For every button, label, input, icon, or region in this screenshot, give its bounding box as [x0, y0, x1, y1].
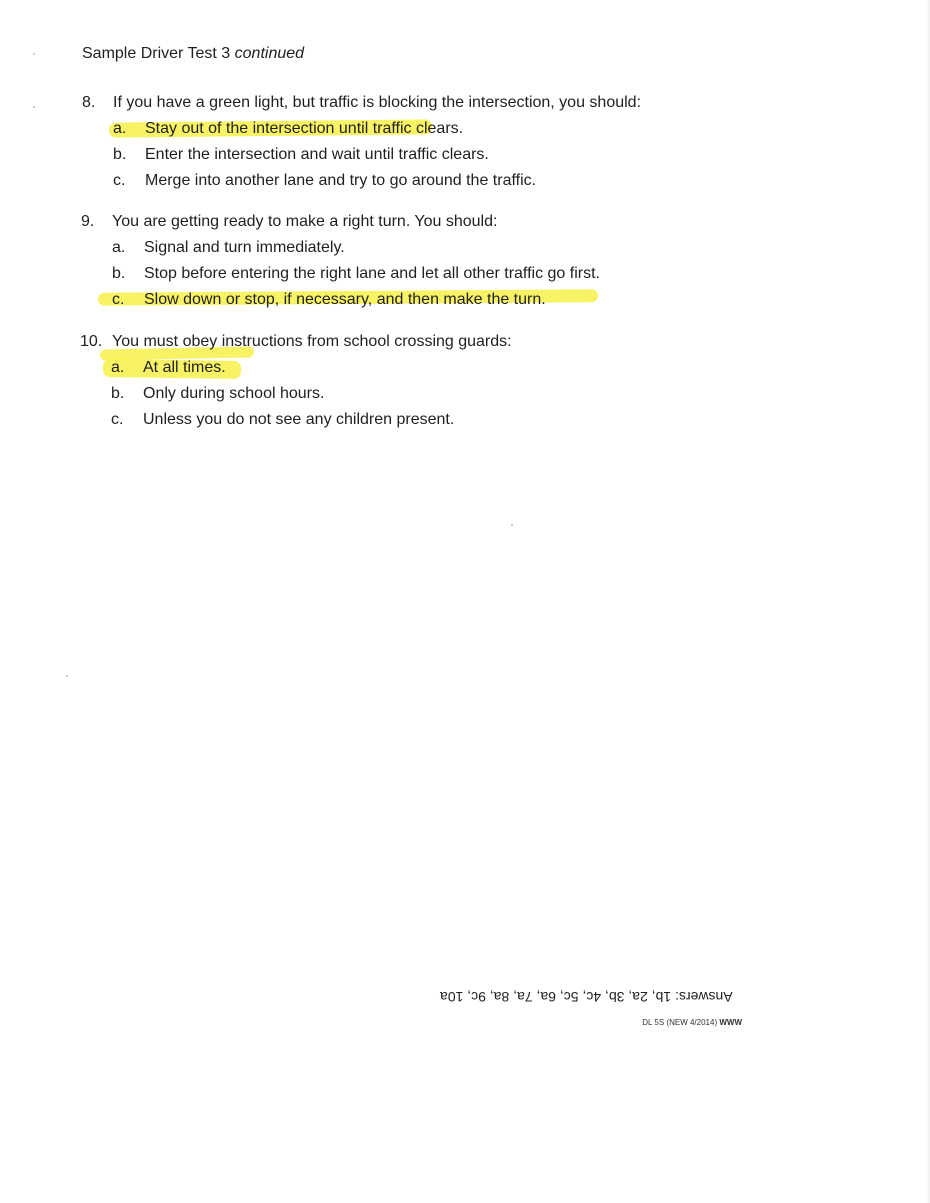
option-text: At all times.: [143, 359, 226, 376]
question-text: You are getting ready to make a right turn. You should:: [112, 213, 498, 230]
form-code-suffix: WWW: [719, 1018, 742, 1027]
option-letter: c.: [111, 411, 124, 428]
option-text: Signal and turn immediately.: [144, 239, 345, 256]
answer-option-b: [0, 143, 930, 167]
option-letter: b.: [112, 265, 126, 282]
option-letter: c.: [112, 291, 125, 308]
option-text: Only during school hours.: [143, 385, 325, 402]
option-letter: a.: [113, 120, 127, 137]
form-code-number: DL 5S (NEW 4/2014): [642, 1018, 718, 1027]
answer-option-a: [0, 236, 930, 260]
option-text: Stay out of the intersection until traffic clears.: [145, 120, 464, 137]
option-text: Enter the intersection and wait until traffic clears.: [145, 146, 489, 163]
option-text: Slow down or stop, if necessary, and then make the turn.: [144, 291, 546, 308]
answer-option-b: [0, 262, 930, 286]
option-letter: a.: [112, 239, 126, 256]
option-letter: b.: [113, 146, 127, 163]
form-code: [560, 1016, 742, 1030]
question-stem: [0, 91, 930, 115]
answer-option-a: [0, 117, 930, 141]
option-letter: b.: [111, 385, 125, 402]
header-continued: continued: [234, 45, 305, 62]
option-text: Unless you do not see any children present.: [143, 411, 455, 428]
question-number: 8.: [82, 94, 96, 111]
answer-option-a: [0, 356, 930, 380]
option-text: Merge into another lane and try to go around the traffic.: [145, 172, 537, 189]
scan-speck: [33, 53, 35, 55]
question-number: 9.: [81, 213, 95, 230]
question-number: 10.: [80, 333, 103, 350]
option-text: Stop before entering the right lane and let all other traffic go first.: [144, 265, 600, 282]
answer-option-c: [0, 288, 930, 312]
answer-option-c: [0, 408, 930, 432]
page-header: [82, 43, 304, 65]
answer-option-b: [0, 382, 930, 406]
answer-option-c: [0, 169, 930, 193]
scan-speck: [511, 524, 513, 526]
scan-speck: [66, 675, 68, 677]
question-text: You must obey instructions from school crossing guards:: [112, 333, 512, 350]
question-stem: [0, 330, 930, 354]
option-letter: c.: [113, 172, 126, 189]
answer-key-upside-down: Answers: 1b, 2a, 3b, 4c, 5c, 6a, 7a, 8a, 9c, 10a: [440, 989, 733, 1005]
question-stem: [0, 210, 930, 234]
question-text: If you have a green light, but traffic is blocking the intersection, you should:: [113, 94, 642, 111]
option-letter: a.: [111, 359, 125, 376]
header-title: Sample Driver Test 3: [82, 45, 231, 62]
